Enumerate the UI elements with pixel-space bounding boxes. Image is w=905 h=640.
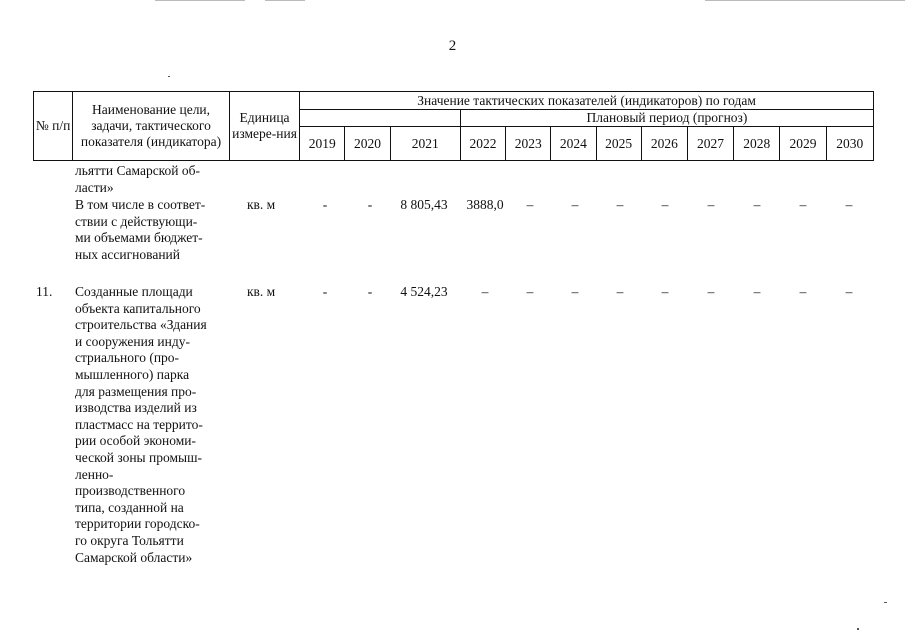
header-num: № п/п bbox=[34, 92, 73, 161]
row-value-2023: – bbox=[526, 284, 534, 299]
row-value-2028: – bbox=[753, 197, 761, 212]
row-value-2025: – bbox=[616, 284, 624, 299]
header-year: 2022 bbox=[460, 127, 505, 161]
header-year: 2026 bbox=[641, 127, 687, 161]
row-value-2023: – bbox=[526, 197, 534, 212]
row-value-2019: - bbox=[322, 197, 328, 212]
row-value-2030: – bbox=[845, 284, 853, 299]
row-value-2021: 4 524,23 bbox=[400, 284, 448, 299]
row-value-2019: - bbox=[322, 284, 328, 299]
name-line: ных ассигнований bbox=[75, 246, 180, 262]
row-value-2022: – bbox=[481, 284, 489, 299]
row-value-2029: – bbox=[799, 197, 807, 212]
scan-speck bbox=[168, 76, 170, 77]
name-line: рии особой экономи- bbox=[75, 433, 197, 449]
name-line: пластмасс на террито- bbox=[75, 416, 203, 432]
name-line: мышленного) парка bbox=[75, 366, 190, 382]
row-value-2028: – bbox=[753, 284, 761, 299]
row-value-2027: – bbox=[707, 197, 715, 212]
row-name bbox=[75, 284, 224, 566]
header-year: 2025 bbox=[596, 127, 641, 161]
name-line: производственного bbox=[75, 483, 186, 499]
header-name: Наименование цели, задачи, тактического показателя (индикатора) bbox=[73, 92, 230, 161]
name-line: территории городско- bbox=[75, 516, 200, 532]
top-edge-line-left bbox=[155, 0, 245, 1]
page-number: 2 bbox=[448, 38, 457, 54]
name-line: го округа Тольятти bbox=[75, 532, 184, 548]
row-value-2022: 3888,0 bbox=[466, 197, 504, 212]
row-value-2021: 8 805,43 bbox=[400, 197, 448, 212]
row-num: 11. bbox=[36, 284, 53, 299]
name-line: строительства «Здания bbox=[75, 317, 207, 333]
header-year: 2020 bbox=[345, 127, 390, 161]
header-unit: Единица измере-ния bbox=[229, 92, 299, 161]
name-line: типа, созданной на bbox=[75, 499, 184, 515]
name-line: ческой зоны промыш- bbox=[75, 449, 202, 465]
row-value-2030: – bbox=[845, 197, 853, 212]
name-line: ствии с действующи- bbox=[75, 213, 198, 229]
header-values: Значение тактических показателей (индикаторов) по годам bbox=[300, 92, 874, 110]
header-year: 2019 bbox=[300, 127, 345, 161]
name-line: ми объемами бюджет- bbox=[75, 230, 203, 246]
row-value-2026: – bbox=[661, 284, 669, 299]
row-unit: кв. м bbox=[247, 197, 276, 212]
continuation-name bbox=[75, 163, 224, 196]
row-value-2026: – bbox=[661, 197, 669, 212]
scan-speck bbox=[857, 628, 859, 630]
name-line: В том числе в соответ- bbox=[75, 197, 206, 212]
table-header bbox=[33, 91, 874, 161]
row-unit: кв. м bbox=[247, 284, 276, 299]
header-year: 2030 bbox=[826, 127, 873, 161]
header-year: 2027 bbox=[687, 127, 733, 161]
scan-speck bbox=[884, 602, 887, 603]
header-year: 2021 bbox=[390, 127, 460, 161]
name-line: для размещения про- bbox=[75, 383, 197, 399]
row-name bbox=[75, 197, 224, 263]
name-line: льятти Самарской об- bbox=[75, 163, 201, 178]
row-value-2027: – bbox=[707, 284, 715, 299]
row-value-2020: - bbox=[367, 197, 373, 212]
header-year: 2023 bbox=[506, 127, 551, 161]
row-value-2025: – bbox=[616, 197, 624, 212]
row-value-2029: – bbox=[799, 284, 807, 299]
top-edge-line-right bbox=[705, 0, 905, 1]
header-year: 2029 bbox=[780, 127, 826, 161]
row-value-2024: – bbox=[571, 197, 579, 212]
row-value-2020: - bbox=[367, 284, 373, 299]
top-edge-line-mid bbox=[265, 0, 305, 1]
header-empty-base bbox=[300, 110, 461, 127]
name-line: ласти» bbox=[75, 179, 114, 195]
header-plan: Плановый период (прогноз) bbox=[460, 110, 873, 127]
header-year: 2028 bbox=[734, 127, 780, 161]
name-line: Самарской области» bbox=[75, 549, 193, 565]
name-line: Созданные площади bbox=[75, 284, 193, 299]
name-line: объекта капитального bbox=[75, 300, 201, 316]
name-line: ленно- bbox=[75, 466, 114, 482]
name-line: стриального (про- bbox=[75, 350, 180, 366]
name-line: изводства изделий из bbox=[75, 400, 197, 416]
header-year: 2024 bbox=[551, 127, 596, 161]
name-line: и сооружения инду- bbox=[75, 333, 190, 349]
row-value-2024: – bbox=[571, 284, 579, 299]
